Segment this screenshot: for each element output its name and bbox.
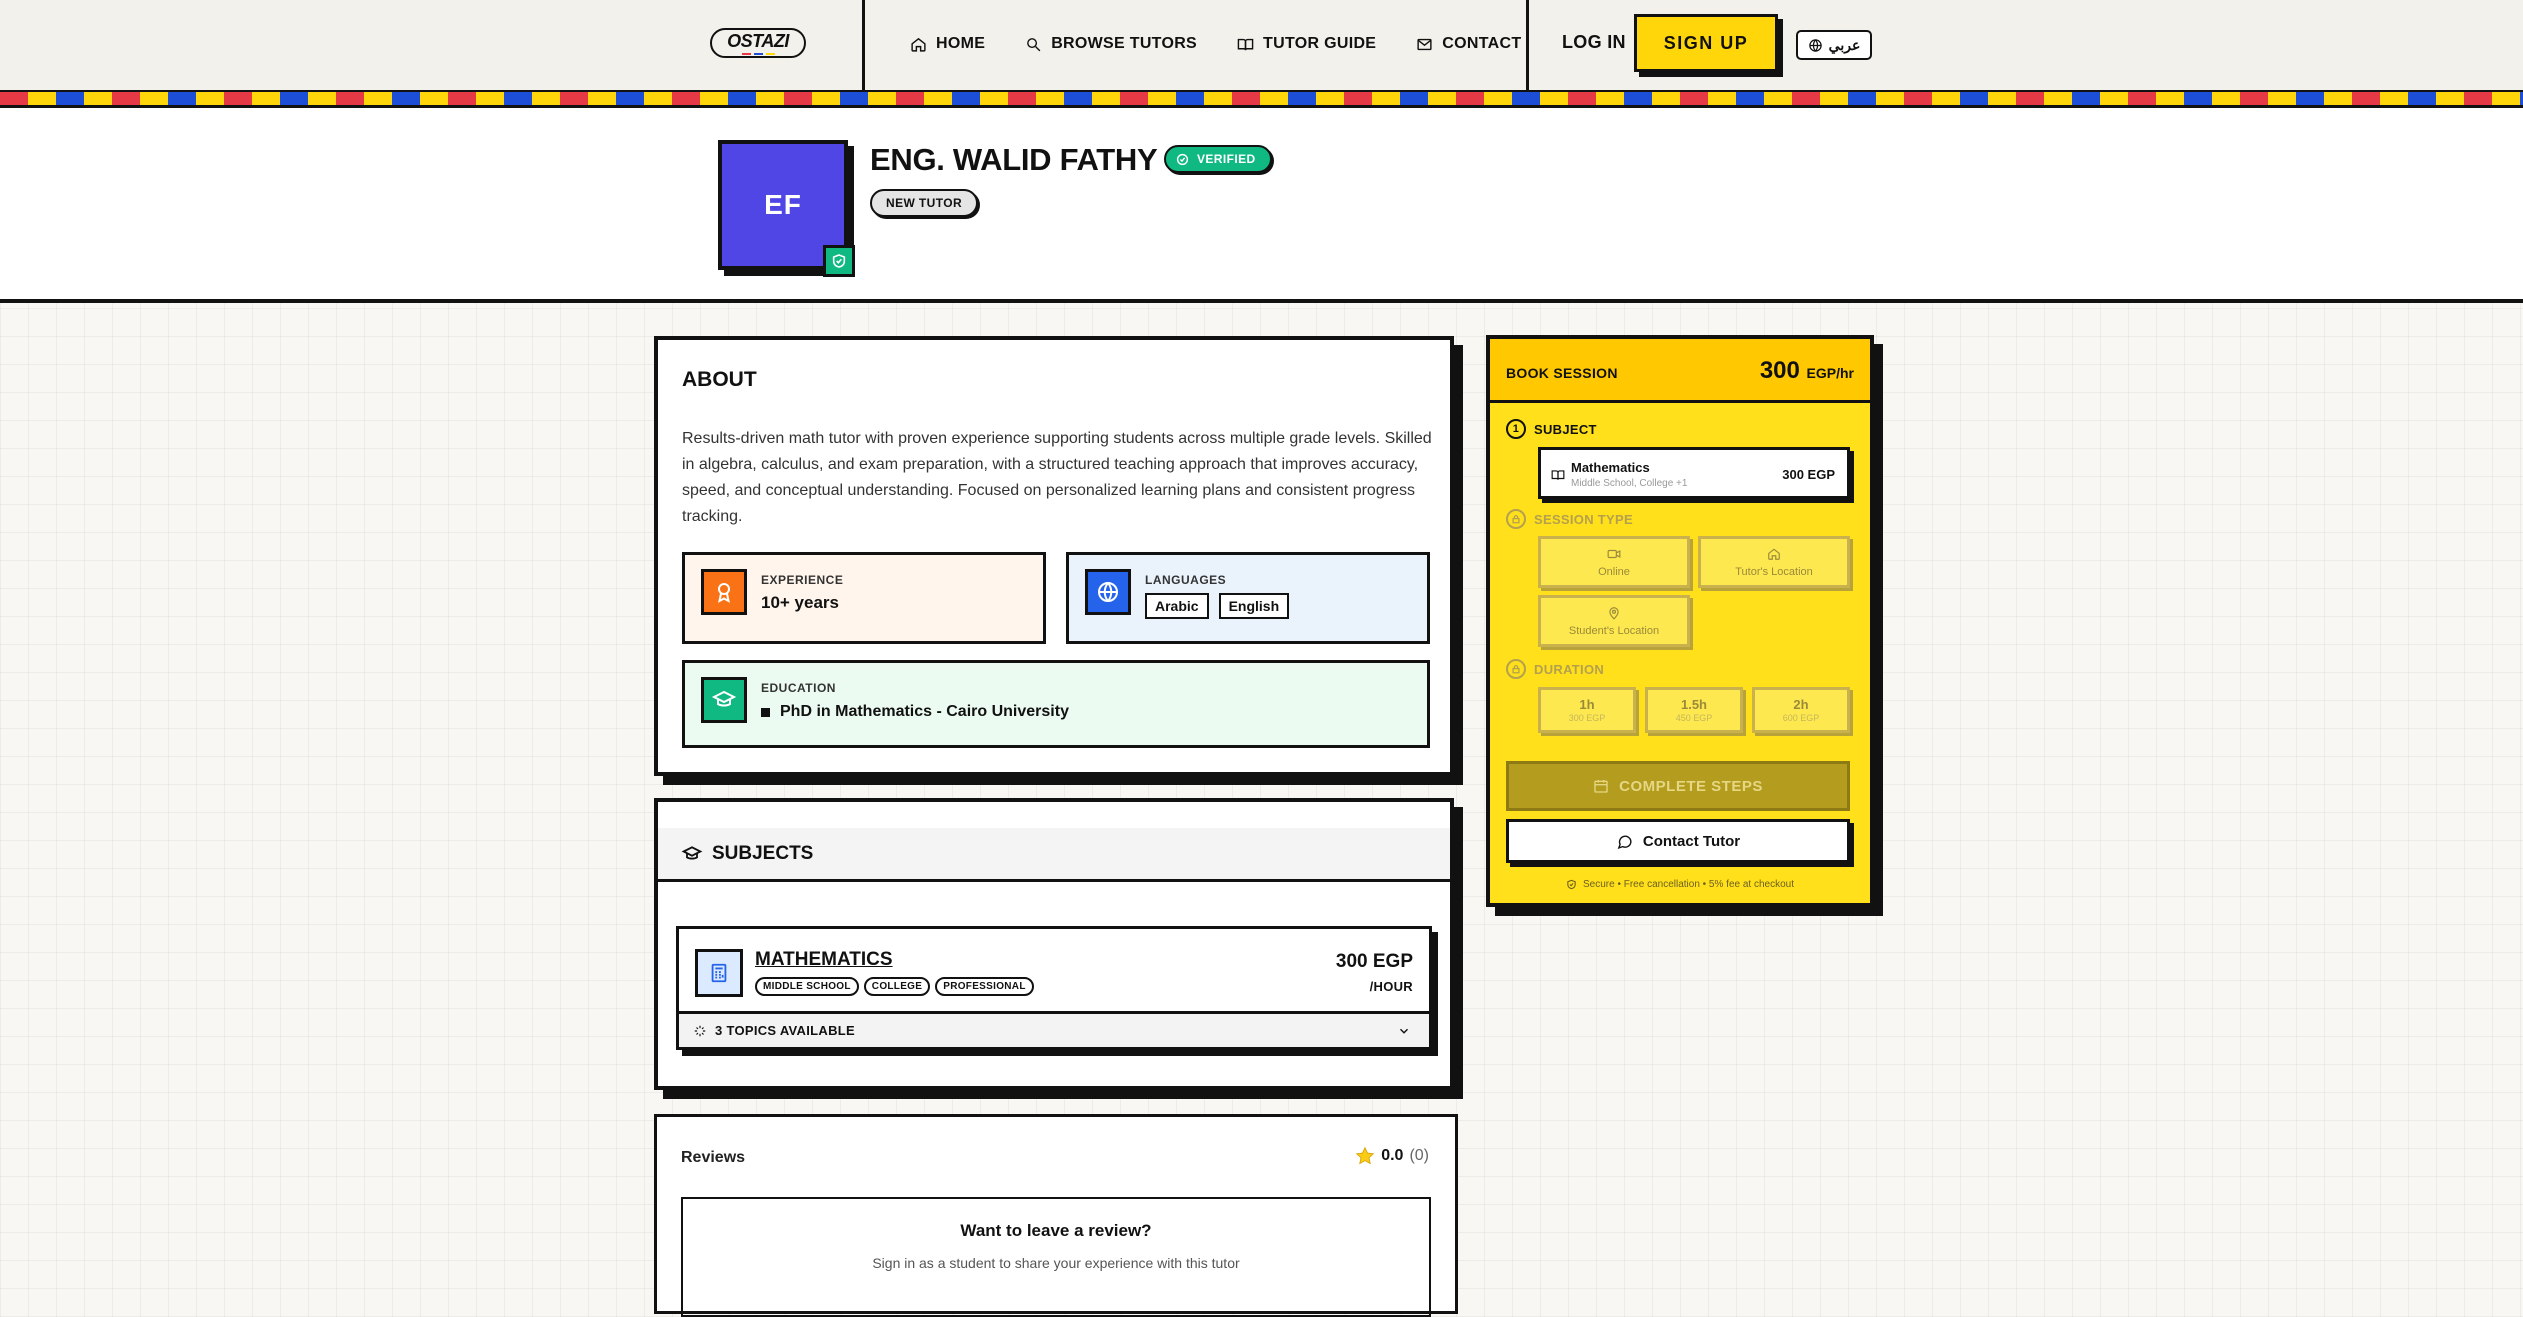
calculator-icon [695, 949, 743, 997]
nav-contact-label: CONTACT [1442, 35, 1522, 52]
secure-note-text: Secure • Free cancellation • 5% fee at checkout [1582, 879, 1794, 890]
selected-subject-option[interactable] [1538, 447, 1850, 499]
step-subject [1506, 419, 1597, 439]
nav-browse-label: BROWSE TUTORS [1051, 35, 1198, 52]
language-toggle[interactable] [1796, 30, 1872, 60]
signup-button[interactable]: SIGN UP [1634, 14, 1778, 72]
topics-label: 3 TOPICS AVAILABLE [715, 1023, 855, 1038]
selected-subject-levels: Middle School, College +1 [1571, 478, 1688, 489]
experience-stat [682, 552, 1046, 644]
subject-price: 300 EGP [1335, 951, 1413, 972]
color-stripe [0, 92, 2523, 108]
book-icon [1237, 36, 1254, 53]
session-online-label: Online [1598, 565, 1630, 578]
lock-icon [1506, 509, 1526, 529]
leave-review-prompt [681, 1197, 1431, 1317]
ostazi-logo[interactable] [710, 28, 806, 58]
rating-count: (0) [1409, 1147, 1429, 1164]
star-icon [1355, 1146, 1375, 1166]
nav-home-label: HOME [936, 35, 986, 52]
main-nav [910, 0, 1521, 88]
globe-icon [1085, 569, 1131, 615]
graduation-cap-icon [682, 844, 702, 864]
contact-tutor-label: Contact Tutor [1642, 832, 1741, 850]
map-pin-icon [1607, 606, 1621, 620]
subject-levels [755, 977, 1034, 996]
top-navbar [0, 0, 2523, 92]
experience-value: 10+ years [761, 593, 839, 612]
nav-tutor-guide[interactable] [1237, 35, 1376, 53]
shield-check-icon [831, 253, 847, 269]
booking-price-value: 300 [1759, 357, 1800, 384]
session-student-location-option[interactable] [1538, 595, 1690, 647]
logo-color-dots [742, 53, 775, 55]
contact-tutor-button[interactable] [1506, 819, 1850, 863]
booking-price-unit: EGP/hr [1806, 365, 1854, 381]
avatar-initials: EF [764, 189, 802, 220]
review-prompt-text: Sign in as a student to share your experience with this tutor [872, 1255, 1240, 1271]
education-item-text: PhD in Mathematics - Cairo University [780, 703, 1069, 720]
step-subject-label: SUBJECT [1534, 421, 1597, 437]
tutor-name: ENG. WALID FATHY [870, 142, 1158, 177]
booking-title: BOOK SESSION [1506, 365, 1618, 381]
duration-option[interactable] [1752, 687, 1850, 733]
graduation-cap-icon [701, 677, 747, 723]
step-number: 1 [1506, 419, 1526, 439]
duration-label: 1h [1579, 697, 1595, 712]
nav-browse-tutors[interactable] [1025, 35, 1197, 53]
step-session-type [1506, 509, 1633, 529]
step-duration [1506, 659, 1604, 679]
booking-price [1760, 357, 1854, 385]
book-icon [1551, 468, 1565, 482]
duration-option[interactable] [1538, 687, 1636, 733]
languages-stat [1066, 552, 1430, 644]
level-tag: MIDDLE SCHOOL [755, 977, 859, 996]
calendar-icon [1593, 778, 1609, 794]
language-chips [1145, 593, 1289, 619]
education-item [761, 703, 1069, 721]
login-link[interactable]: LOG IN [1562, 32, 1626, 52]
education-stat [682, 660, 1430, 748]
step-session-type-label: SESSION TYPE [1534, 511, 1633, 527]
lock-icon [1506, 659, 1526, 679]
sparkles-icon [693, 1024, 707, 1038]
session-tutor-location-option[interactable] [1698, 536, 1850, 588]
subjects-card [654, 798, 1454, 1090]
language-chip: Arabic [1145, 593, 1209, 619]
check-circle-icon [1176, 153, 1189, 166]
award-icon [701, 569, 747, 615]
nav-divider [862, 0, 865, 92]
education-label: EDUCATION [761, 681, 836, 695]
subject-item[interactable] [676, 926, 1432, 1050]
session-online-option[interactable] [1538, 536, 1690, 588]
languages-label: LANGUAGES [1145, 573, 1227, 587]
experience-label: EXPERIENCE [761, 573, 844, 587]
new-tutor-badge: NEW TUTOR [870, 189, 978, 217]
duration-option[interactable] [1645, 687, 1743, 733]
topics-toggle[interactable] [679, 1011, 1429, 1047]
duration-price: 450 EGP [1675, 713, 1713, 723]
nav-guide-label: TUTOR GUIDE [1263, 35, 1377, 52]
language-label: عربي [1828, 36, 1861, 53]
chevron-down-icon [1397, 1024, 1411, 1038]
complete-steps-label: COMPLETE STEPS [1619, 777, 1763, 795]
reviews-card [654, 1114, 1458, 1314]
about-card [654, 336, 1454, 776]
chat-bubble-icon [1616, 833, 1633, 850]
home-icon [910, 36, 927, 53]
verified-label: VERIFIED [1197, 152, 1256, 166]
nav-divider [1526, 0, 1529, 92]
profile-header [0, 108, 2523, 303]
selected-subject-name: Mathematics [1571, 460, 1650, 475]
subject-name[interactable]: MATHEMATICS [755, 949, 893, 970]
duration-price: 300 EGP [1568, 713, 1606, 723]
nav-home[interactable] [910, 35, 985, 53]
globe-icon [1808, 38, 1823, 53]
subjects-title: SUBJECTS [712, 842, 814, 864]
complete-steps-button[interactable] [1506, 761, 1850, 811]
verified-shield-badge [823, 245, 855, 277]
reviews-rating [1355, 1146, 1429, 1166]
search-icon [1025, 36, 1042, 53]
verified-badge [1164, 145, 1272, 173]
duration-price: 600 EGP [1782, 713, 1820, 723]
language-chip: English [1219, 593, 1290, 619]
about-title: ABOUT [682, 368, 757, 391]
secure-note [1490, 879, 1870, 890]
nav-contact[interactable] [1416, 35, 1521, 53]
about-text: Results-driven math tutor with proven experience supporting students across multiple grade levels. Skilled in algebra, calculus, and exam preparation, with a structured teaching approach that improves accuracy, speed, and conceptual understanding. Focused on personalized learning plans and consistent progress tracking. [682, 430, 1432, 525]
step-duration-label: DURATION [1534, 661, 1605, 677]
review-prompt-title: Want to leave a review? [960, 1221, 1152, 1240]
rating-value: 0.0 [1381, 1147, 1404, 1164]
session-tutor-location-label: Tutor's Location [1735, 565, 1813, 578]
booking-card [1486, 335, 1874, 907]
booking-header [1490, 339, 1870, 403]
level-tag: PROFESSIONAL [935, 977, 1034, 996]
subject-price-unit: /HOUR [1369, 979, 1413, 994]
logo-text: OSTAZI [727, 31, 789, 51]
level-tag: COLLEGE [864, 977, 930, 996]
mail-icon [1416, 36, 1433, 53]
video-icon [1607, 547, 1621, 561]
selected-subject-price: 300 EGP [1782, 467, 1835, 482]
subjects-header [658, 828, 1450, 882]
shield-check-icon [1566, 879, 1577, 890]
session-student-location-label: Student's Location [1568, 624, 1660, 637]
home-icon [1767, 547, 1781, 561]
duration-label: 2h [1793, 697, 1809, 712]
reviews-title: Reviews [681, 1149, 746, 1166]
duration-label: 1.5h [1680, 697, 1707, 712]
